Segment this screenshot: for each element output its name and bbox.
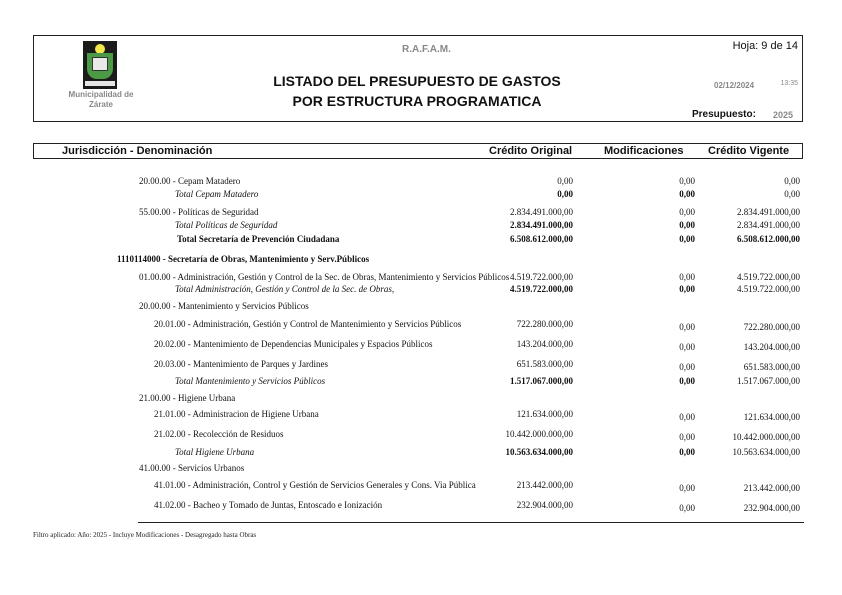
table-row <box>0 188 842 200</box>
credito-original: 4.519.722.000,00 <box>510 272 573 282</box>
row-label: Total Secretaría de Prevención Ciudadana <box>177 234 340 244</box>
credito-original: 1.517.067.000,00 <box>510 376 573 386</box>
row-label: 20.03.00 - Mantenimiento de Parques y Jardines <box>154 359 328 369</box>
row-label: 55.00.00 - Políticas de Seguridad <box>139 207 259 217</box>
credito-vigente: 651.583.000,00 <box>743 362 800 372</box>
row-label: Total Higiene Urbana <box>175 447 255 457</box>
col-modificaciones: Modificaciones <box>604 145 684 157</box>
row-label: 20.02.00 - Mantenimiento de Dependencias Municipales y Espacios Públicos <box>154 339 433 349</box>
modificaciones: 0,00 <box>679 412 695 422</box>
budget-year: 2025 <box>772 110 793 120</box>
row-label: 01.00.00 - Administración, Gestión y Control de la Sec. de Obras, Mantenimiento y Servicios Públicos <box>139 272 510 282</box>
row-label: 20.00.00 - Cepam Matadero <box>139 176 241 186</box>
credito-vigente: 4.519.722.000,00 <box>737 272 800 282</box>
credito-vigente: 722.280.000,00 <box>743 322 800 332</box>
table-row <box>0 338 842 350</box>
col-denominacion: Jurisdicción - Denominación <box>62 145 213 157</box>
report-title <box>234 71 600 111</box>
table-row <box>0 408 842 420</box>
modificaciones: 0,00 <box>679 272 695 282</box>
credito-original: 121.634.000,00 <box>516 409 573 419</box>
credito-vigente: 2.834.491.000,00 <box>737 207 800 217</box>
modificaciones: 0,00 <box>679 447 695 457</box>
row-label: Total Administración, Gestión y Control de la Sec. de Obras, <box>175 284 395 294</box>
modificaciones: 0,00 <box>679 176 695 186</box>
row-label: Total Políticas de Seguridad <box>175 220 278 230</box>
table-row <box>0 300 842 312</box>
column-header <box>33 143 803 159</box>
row-label: 21.01.00 - Administracion de Higiene Urbana <box>154 409 319 419</box>
table-row <box>0 358 842 370</box>
table-row <box>0 479 842 491</box>
table-row <box>0 206 842 218</box>
table-row <box>0 392 842 404</box>
row-label: 21.02.00 - Recolección de Residuos <box>154 429 284 439</box>
credito-vigente: 6.508.612.000,00 <box>737 234 800 244</box>
credito-vigente: 143.204.000,00 <box>743 342 800 352</box>
modificaciones: 0,00 <box>679 284 695 294</box>
modificaciones: 0,00 <box>679 483 695 493</box>
row-label: 20.01.00 - Administración, Gestión y Control de Mantenimiento y Servicios Públicos <box>154 319 462 329</box>
row-label: 1110114000 - Secretaría de Obras, Mantenimiento y Serv.Públicos <box>117 254 370 264</box>
table-row <box>0 462 842 474</box>
report-title-line2: POR ESTRUCTURA PROGRAMATICA <box>292 93 542 109</box>
row-label: 41.01.00 - Administración, Control y Gestión de Servicios Generales y Cons. Via Pública <box>154 480 476 490</box>
table-row <box>0 219 842 231</box>
row-label: Total Mantenimiento y Servicios Públicos <box>175 376 326 386</box>
table-bottom-divider <box>138 522 804 523</box>
system-name: R.A.F.A.M. <box>402 44 451 55</box>
credito-vigente: 232.904.000,00 <box>743 503 800 513</box>
row-label: 41.02.00 - Bacheo y Tomado de Juntas, Entoscado e Ionización <box>154 500 383 510</box>
row-label: 20.00.00 - Mantenimiento y Servicios Públicos <box>139 301 309 311</box>
modificaciones: 0,00 <box>679 362 695 372</box>
page-indicator: Hoja: 9 de 14 <box>732 40 798 52</box>
table-row <box>0 446 842 458</box>
credito-vigente: 0,00 <box>784 189 800 199</box>
row-label: 41.00.00 - Servicios Urbanos <box>139 463 245 473</box>
row-label: 21.00.00 - Higiene Urbana <box>139 393 236 403</box>
credito-original: 722.280.000,00 <box>516 319 573 329</box>
credito-original: 6.508.612.000,00 <box>510 234 573 244</box>
credito-original: 0,00 <box>557 176 573 186</box>
modificaciones: 0,00 <box>679 220 695 230</box>
credito-vigente: 10.442.000.000,00 <box>732 432 800 442</box>
credito-original: 10.563.634.000,00 <box>505 447 573 457</box>
credito-original: 651.583.000,00 <box>516 359 573 369</box>
jurisdiction-heading <box>0 253 842 265</box>
report-header <box>33 35 803 122</box>
filter-note: Filtro aplicado: Año: 2025 - Incluye Modificaciones - Desagregado hasta Obras <box>33 531 257 539</box>
credito-original: 2.834.491.000,00 <box>510 220 573 230</box>
credito-original: 143.204.000,00 <box>516 339 573 349</box>
modificaciones: 0,00 <box>679 234 695 244</box>
modificaciones: 0,00 <box>679 189 695 199</box>
col-credito-original: Crédito Original <box>489 145 573 157</box>
table-row <box>0 271 842 283</box>
credito-vigente: 0,00 <box>784 176 800 186</box>
credito-original: 232.904.000,00 <box>516 500 573 510</box>
credito-vigente: 1.517.067.000,00 <box>737 376 800 386</box>
report-time: 13:35 <box>780 80 798 87</box>
row-label: Total Cepam Matadero <box>175 189 259 199</box>
table-row <box>0 428 842 440</box>
credito-original: 213.442.000,00 <box>516 480 573 490</box>
table-row <box>0 318 842 330</box>
credito-vigente: 2.834.491.000,00 <box>737 220 800 230</box>
table-row <box>0 375 842 387</box>
modificaciones: 0,00 <box>679 503 695 513</box>
budget-label: Presupuesto: <box>692 109 756 120</box>
credito-original: 2.834.491.000,00 <box>510 207 573 217</box>
modificaciones: 0,00 <box>679 322 695 332</box>
modificaciones: 0,00 <box>679 432 695 442</box>
credito-original: 10.442.000.000,00 <box>505 429 573 439</box>
modificaciones: 0,00 <box>679 207 695 217</box>
credito-vigente: 213.442.000,00 <box>743 483 800 493</box>
modificaciones: 0,00 <box>679 376 695 386</box>
credito-vigente: 121.634.000,00 <box>743 412 800 422</box>
report-date: 02/12/2024 <box>714 81 755 90</box>
credito-original: 0,00 <box>557 189 573 199</box>
col-credito-vigente: Crédito Vigente <box>708 145 790 157</box>
table-row <box>0 175 842 187</box>
table-row <box>0 233 842 245</box>
credito-vigente: 4.519.722.000,00 <box>737 284 800 294</box>
credito-original: 4.519.722.000,00 <box>510 284 573 294</box>
table-row <box>0 283 842 295</box>
credito-vigente: 10.563.634.000,00 <box>732 447 800 457</box>
report-title-line1: LISTADO DEL PRESUPUESTO DE GASTOS <box>273 73 561 89</box>
modificaciones: 0,00 <box>679 342 695 352</box>
table-row <box>0 499 842 511</box>
org-name: Municipalidad de Zárate <box>68 90 134 109</box>
coat-of-arms-icon <box>83 41 117 89</box>
